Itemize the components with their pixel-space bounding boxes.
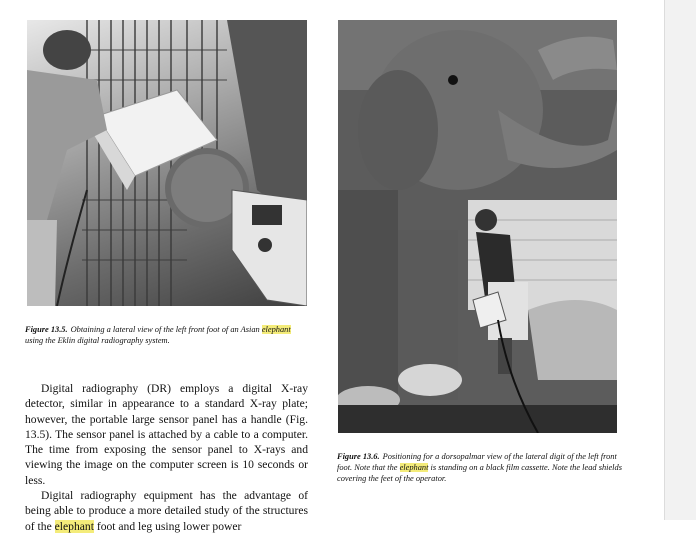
figure-13-5-photo [27,20,307,306]
paragraph [25,488,308,534]
paragraph-text: Digital radiography equipment has the advantage of being able to produce a more detailed study of the structures of the [25,489,308,533]
figure-13-6-photo [338,20,617,433]
figure-13-5-label: Figure 13.5. [25,325,68,334]
paragraph: Digital radiography (DR) employs a digital X-ray detector, similar in appearance to a standard X-ray plate; however, the portable large sensor panel has a handle (Fig. 13.5). The sensor panel is attached by a cable to a computer. The time from exposing the sensor panel to X-rays and viewing the image on the computer screen is 10 seconds or less. [25,382,308,487]
figure-13-6-caption-text: Positioning for a dorsopalmar view of the lateral digit of the left front foot. Note that the [337,452,617,472]
figure-13-5-caption-text-end: using the Eklin digital radiography system. [25,336,170,345]
figure-13-5-caption [25,324,295,346]
figure-13-5-caption-text: Obtaining a lateral view of the left front foot of an Asian [70,325,260,334]
page-header-strip [0,0,664,6]
search-highlight[interactable]: elephant [399,463,429,472]
figure-13-5-illustration [27,20,307,306]
figure-13-6-caption-text-end: is standing on a black film cassette. Note the lead shields covering the feet of the operator. [337,463,622,483]
search-highlight[interactable]: elephant [54,519,94,533]
figure-13-6-illustration [338,20,617,433]
search-highlight[interactable]: elephant [261,325,291,334]
viewer-scroll-area[interactable] [664,0,696,520]
paragraph-text-end: foot and leg using lower power [96,519,242,533]
figure-13-6-label: Figure 13.6. [337,452,380,461]
body-text [25,381,308,534]
figure-13-6-caption [337,451,627,484]
